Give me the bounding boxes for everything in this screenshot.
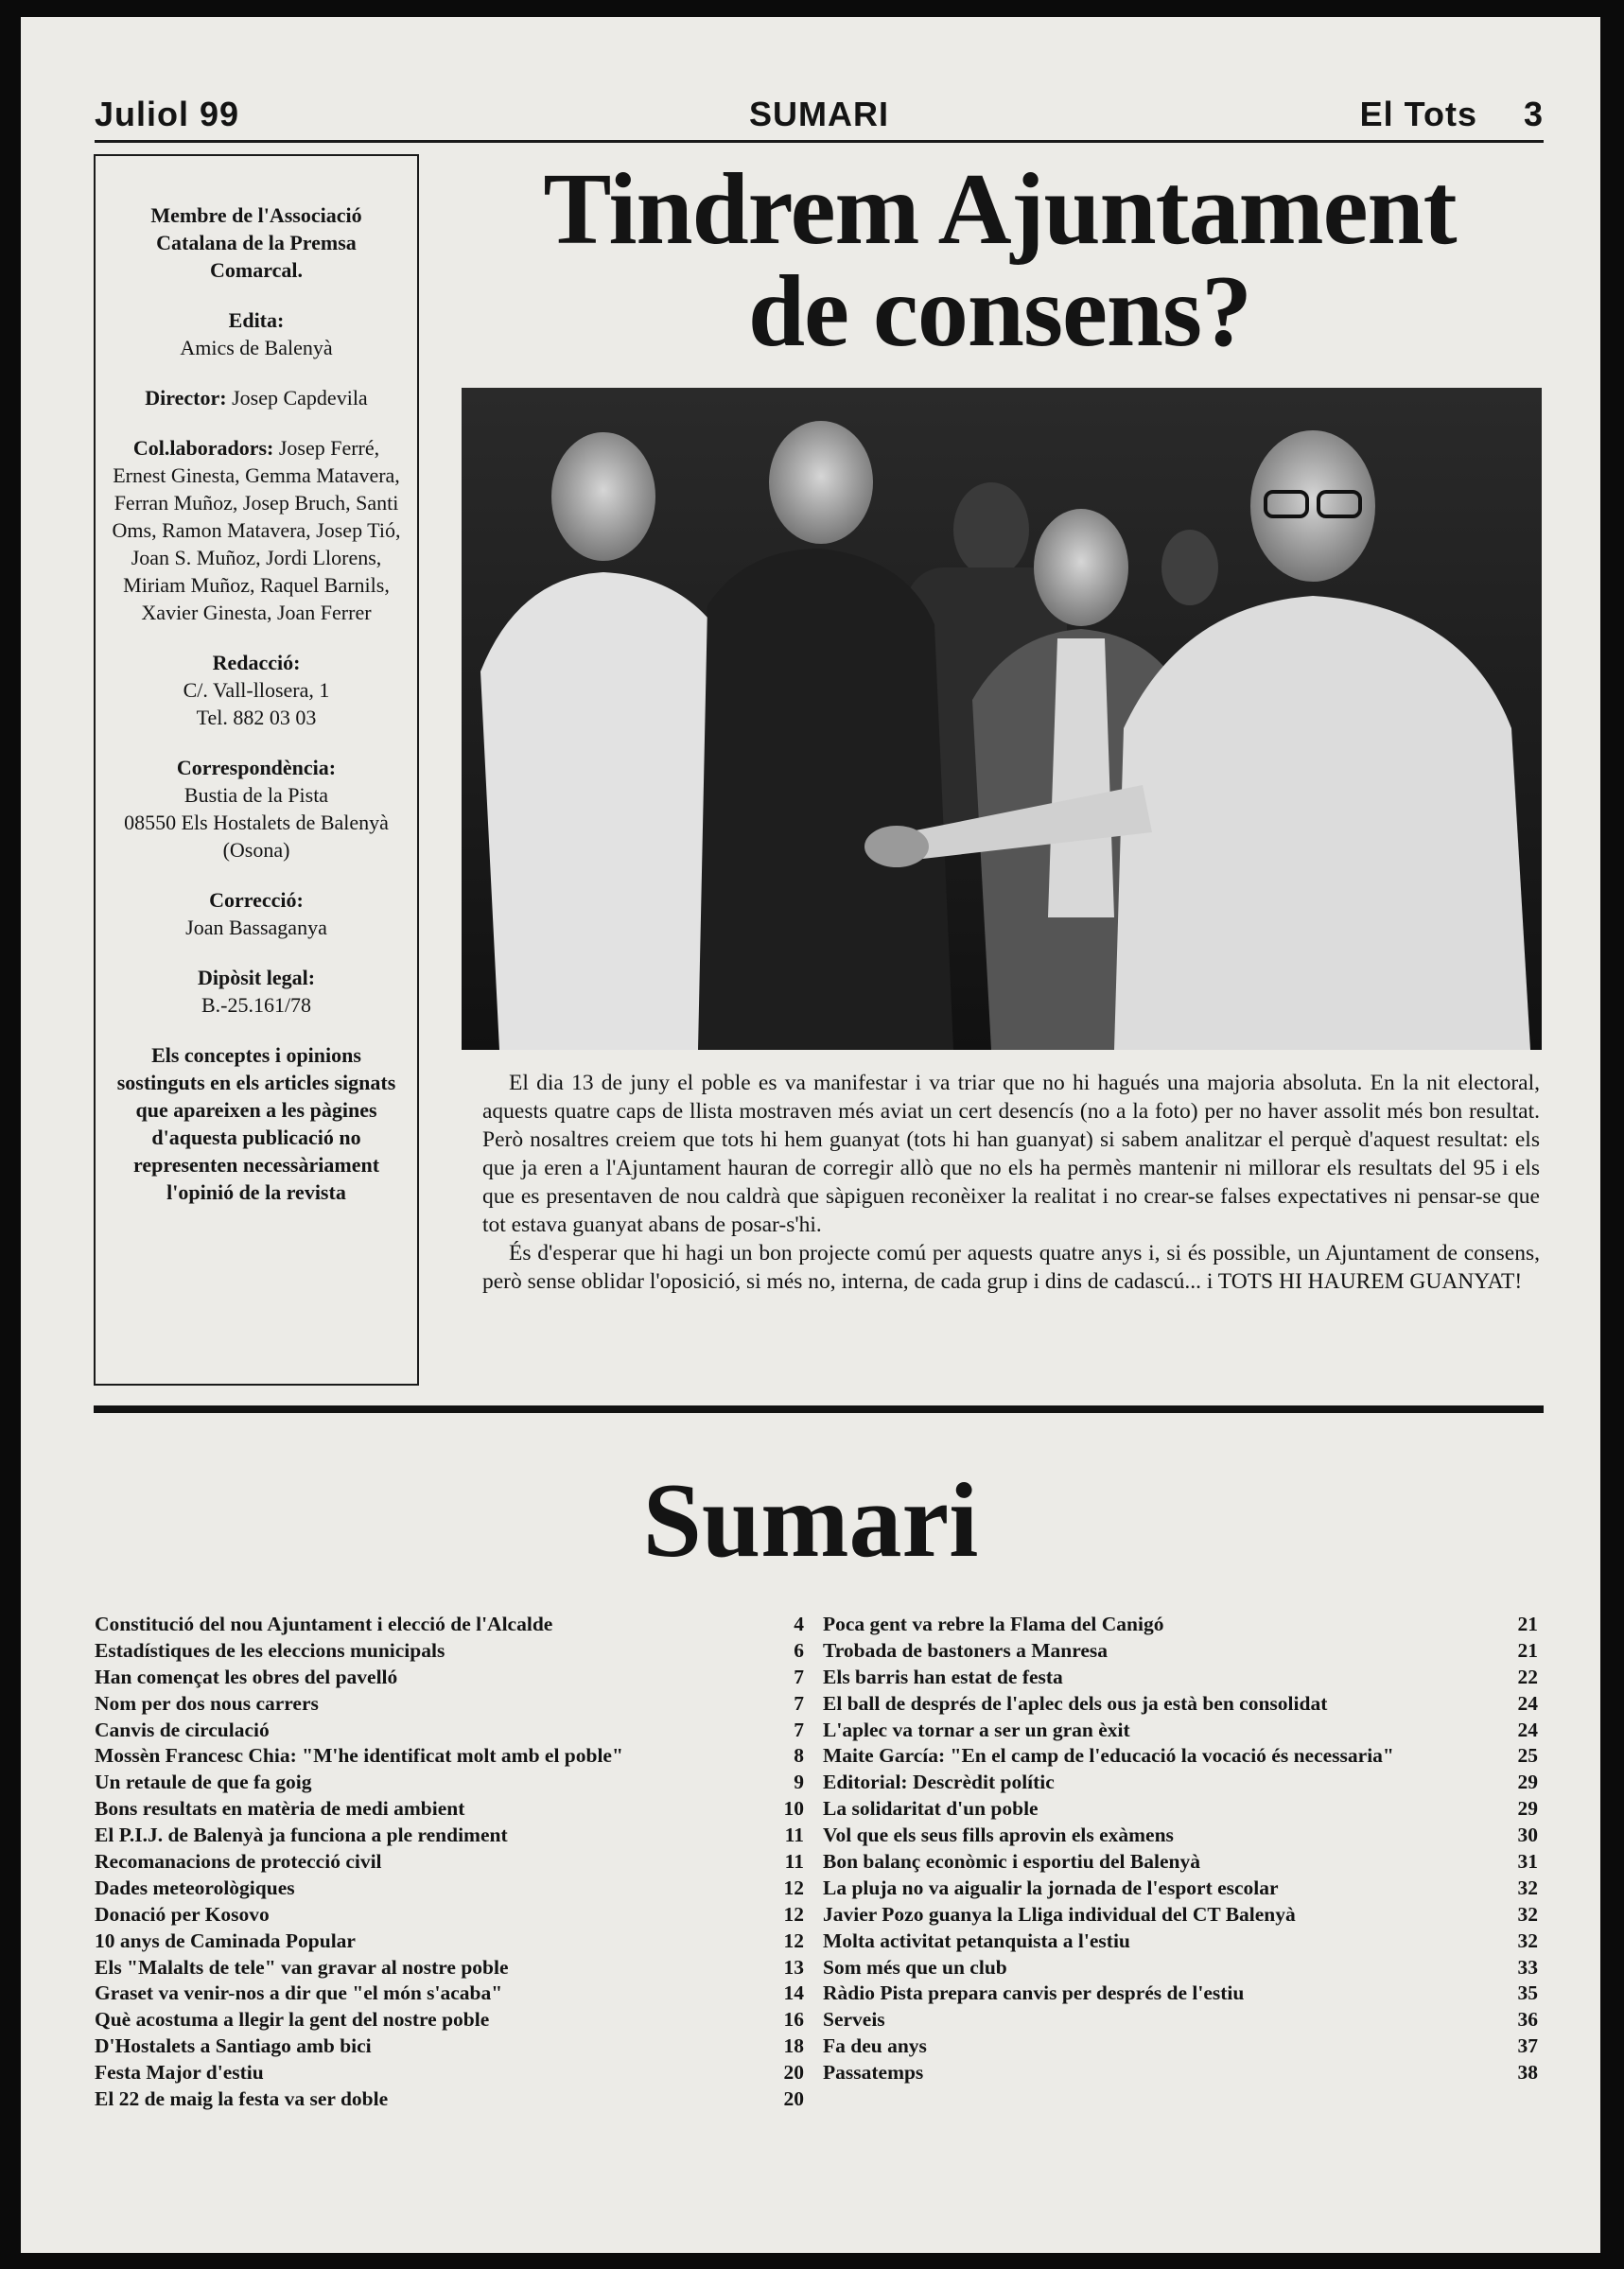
toc-entry-title: La pluja no va aigualir la jornada de l'esport escolar [823,1876,1279,1899]
toc-right-column [823,1612,1538,2086]
newsroom-address: C/. Vall-llosera, 1 [183,678,330,702]
director-label: Director: [145,386,227,410]
toc-entry-title: Constitució del nou Ajuntament i elecció de l'Alcalde [95,1613,553,1635]
toc-entry [823,2033,1538,2060]
legal-label: Dipòsit legal: [197,966,316,989]
toc-entry-title: Bons resultats en matèria de medi ambient [95,1797,465,1821]
toc-entry [95,1638,804,1665]
toc-entry [823,1796,1538,1823]
toc-entry-page: 33 [1517,1955,1538,1979]
toc-entry-title: Poca gent va rebre la Flama del Canigó [823,1613,1164,1635]
toc-entry [95,1981,804,2007]
article-paragraph-2: És d'esperar que hi hagi un bon projecte comú per aquests quatre anys i, si és possible, un Ajuntament de consens, però sense oblidar l'oposició, si més no, interna, de cada grup i dins de cadascú... i TOTS HI HAUREM GUANYAT! [482,1241,1540,1294]
toc-entry-title: Som més que un club [823,1955,1007,1979]
toc-entry [95,1612,804,1638]
toc-entry [95,1796,804,1823]
toc-entry-page: 7 [794,1691,804,1715]
newspaper-page [21,17,1600,2253]
toc-entry-page: 24 [1517,1691,1538,1715]
toc-entry-title: L'aplec va tornar a ser un gran èxit [823,1718,1130,1741]
toc-entry-title: Maite García: "En el camp de l'educació la vocació és necessaria" [823,1744,1394,1768]
disclaimer-text: Els conceptes i opinions sostinguts en els articles signats que apareixen a les pàgines d'aquesta publicació no representen necessàriament l'opinió de la revista [116,1043,396,1204]
toc-entry-page: 32 [1517,1902,1538,1926]
proofreading-label: Correcció: [209,888,304,912]
toc-entry [823,2060,1538,2086]
toc-entry-page: 4 [794,1613,804,1635]
page-number: 3 [1523,95,1544,133]
toc-entry-page: 29 [1517,1771,1538,1794]
toc-entry-page: 14 [783,1981,804,2005]
toc-entry [823,1691,1538,1718]
toc-entry-page: 21 [1517,1638,1538,1662]
toc-entry [95,2007,804,2033]
toc-entry [823,1929,1538,1955]
article-body [482,1069,1540,1296]
toc-entry-page: 22 [1517,1665,1538,1688]
toc-entry-title: Dades meteorològiques [95,1876,295,1899]
toc-entry [95,1691,804,1718]
mail-label: Correspondència: [176,756,337,779]
newsroom-label: Redacció: [212,651,301,674]
toc-entry-page: 12 [783,1876,804,1899]
toc-entry-page: 38 [1517,2061,1538,2085]
toc-entry-page: 12 [783,1929,804,1952]
publisher-label: Edita: [228,308,285,332]
toc-entry-page: 30 [1517,1824,1538,1847]
director-name: Josep Capdevila [232,386,368,410]
toc-entry-page: 32 [1517,1876,1538,1899]
toc-entry-page: 31 [1517,1850,1538,1874]
toc-entry [823,1849,1538,1876]
toc-entry [823,1902,1538,1929]
toc-entry-page: 12 [783,1902,804,1926]
toc-entry-page: 10 [783,1797,804,1821]
publisher-name: Amics de Balenyà [180,336,333,359]
toc-entry-page: 20 [783,2061,804,2085]
toc-entry-page: 24 [1517,1718,1538,1741]
toc-entry [823,1876,1538,1902]
headline-line-2: de consens? [747,255,1252,368]
toc-entry-title: Fa deu anys [823,2034,927,2058]
toc-entry-title: La solidaritat d'un poble [823,1797,1039,1821]
toc-entry-page: 16 [783,2008,804,2032]
headline-line-1: Tindrem Ajuntament [543,153,1457,266]
contributors-label: Col.laboradors: [132,436,274,460]
toc-entry [95,1823,804,1849]
toc-entry [95,1876,804,1902]
toc-entry-title: 10 anys de Caminada Popular [95,1929,356,1952]
membership-note: Membre de l'Associació Catalana de la Premsa Comarcal. [150,203,362,282]
toc-entry-page: 18 [783,2034,804,2058]
toc-entry [95,1955,804,1981]
toc-entry-title: Nom per dos nous carrers [95,1691,319,1715]
toc-entry-page: 20 [783,2087,804,2111]
toc-entry-page: 6 [794,1638,804,1662]
toc-entry [823,1665,1538,1691]
mail-line2: 08550 Els Hostalets de Balenyà (Osona) [124,811,389,862]
toc-entry-page: 32 [1517,1929,1538,1952]
sumari-title: Sumari [642,1462,979,1580]
toc-entry-page: 13 [783,1955,804,1979]
masthead-box [94,154,419,1386]
toc-entry-page: 35 [1517,1981,1538,2005]
legal-number: B.-25.161/78 [201,993,312,1017]
toc-entry-page: 8 [794,1744,804,1768]
toc-entry-title: Ràdio Pista prepara canvis per després de l'estiu [823,1981,1245,2005]
toc-entry-title: Festa Major d'estiu [95,2061,264,2085]
toc-entry [95,1849,804,1876]
toc-entry-title: Han començat les obres del pavelló [95,1665,398,1688]
toc-entry [95,2033,804,2060]
contributors-list: Josep Ferré, Ernest Ginesta, Gemma Matavera, Ferran Muñoz, Josep Bruch, Santi Oms, Ramon Matavera, Josep Tió, Joan S. Muñoz, Jordi Llorens, Miriam Muñoz, Raquel Barnils, Xavier Ginesta, Joan Ferrer [112,436,401,624]
toc-entry-title: Recomanacions de protecció civil [95,1850,382,1874]
toc-entry [823,1981,1538,2007]
toc-entry-title: Què acostuma a llegir la gent del nostre poble [95,2008,490,2032]
toc-entry-title: D'Hostalets a Santiago amb bici [95,2034,372,2058]
toc-entry-title: Editorial: Descrèdit polític [823,1771,1055,1794]
toc-entry-page: 36 [1517,2008,1538,2032]
toc-left-column [95,1612,804,2113]
toc-entry [95,1929,804,1955]
mail-line1: Bustia de la Pista [183,783,329,807]
toc-entry-title: El P.I.J. de Balenyà ja funciona a ple rendiment [95,1824,508,1847]
toc-entry-title: Molta activitat petanquista a l'estiu [823,1929,1130,1952]
toc-entry-title: Vol que els seus fills aprovin els exàmens [823,1824,1174,1847]
toc-entry [95,1718,804,1744]
issue-date: Juliol 99 [95,95,240,133]
toc-entry-page: 11 [784,1850,804,1874]
toc-entry [95,2060,804,2086]
toc-entry-title: El ball de després de l'aplec dels ous ja està ben consolidat [823,1691,1328,1715]
toc-entry-page: 7 [794,1718,804,1741]
toc-entry-title: El 22 de maig la festa va ser doble [95,2087,389,2111]
article-headline [456,153,1544,368]
toc-entry-title: Serveis [823,2008,885,2032]
toc-entry [95,1743,804,1770]
toc-entry-page: 29 [1517,1797,1538,1821]
toc-entry-title: Passatemps [823,2061,924,2085]
toc-entry-page: 11 [784,1824,804,1847]
toc-entry-title: Javier Pozo guanya la Lliga individual del CT Balenyà [823,1902,1296,1926]
toc-entry [95,1665,804,1691]
toc-entry-title: Els barris han estat de festa [823,1665,1063,1688]
toc-entry-title: Els "Malalts de tele" van gravar al nostre poble [95,1955,509,1979]
toc-entry [823,1718,1538,1744]
toc-entry-title: Graset va venir-nos a dir que "el món s'acaba" [95,1981,503,2005]
toc-entry-title: Bon balanç econòmic i esportiu del Balenyà [823,1850,1200,1874]
section-title: SUMARI [749,95,889,133]
article-paragraph-1: El dia 13 de juny el poble es va manifestar i va triar que no hi hagués una majoria absoluta. En la nit electoral, aquests quatre caps de llista mostraven més aviat un cert desencís (no a la foto) per no haver assolit més bon resultat. Però nosaltres creiem que tots hi hem guanyat (tots hi han guanyat) si sabem analitzar el perquè d'aquest resultat: els que ja eren a l'Ajuntament hauran de corregir allò que no els ha permès mantenir ni millorar els resultats del 95 i els que es presentaven de nou caldrà que sàpiguen reconèixer la realitat i no crear-se falses expectatives ni pensar-se que tot estava guanyat abans de posar-s'hi. [482,1071,1540,1237]
toc-entry-page: 9 [794,1771,804,1794]
toc-entry-page: 37 [1517,2034,1538,2058]
candidates-photo [462,388,1542,1050]
toc-entry [95,1902,804,1929]
toc-entry-page: 25 [1517,1744,1538,1768]
toc-entry [823,2007,1538,2033]
toc-entry [95,1770,804,1796]
toc-entry-title: Donació per Kosovo [95,1902,270,1926]
toc-entry [95,2086,804,2113]
handshake-photo-illustration [462,388,1542,1050]
toc-entry-title: Trobada de bastoners a Manresa [823,1638,1109,1662]
toc-entry [823,1638,1538,1665]
toc-entry [823,1955,1538,1981]
newsroom-phone: Tel. 882 03 03 [196,706,317,729]
toc-entry [823,1823,1538,1849]
toc-entry-page: 7 [794,1665,804,1688]
toc-entry [823,1743,1538,1770]
toc-entry [823,1612,1538,1638]
proofreader-name: Joan Bassaganya [185,916,327,939]
toc-entry-page: 21 [1517,1613,1538,1635]
publication-name: El Tots [1359,95,1477,133]
section-divider [94,1405,1544,1413]
toc-entry-title: Estadístiques de les eleccions municipals [95,1638,445,1662]
toc-entry-title: Un retaule de que fa goig [95,1771,312,1794]
toc-entry [823,1770,1538,1796]
toc-entry-title: Canvis de circulació [95,1718,270,1741]
toc-entry-title: Mossèn Francesc Chia: "M'he identificat molt amb el poble" [95,1744,623,1768]
page-header [95,83,1544,143]
